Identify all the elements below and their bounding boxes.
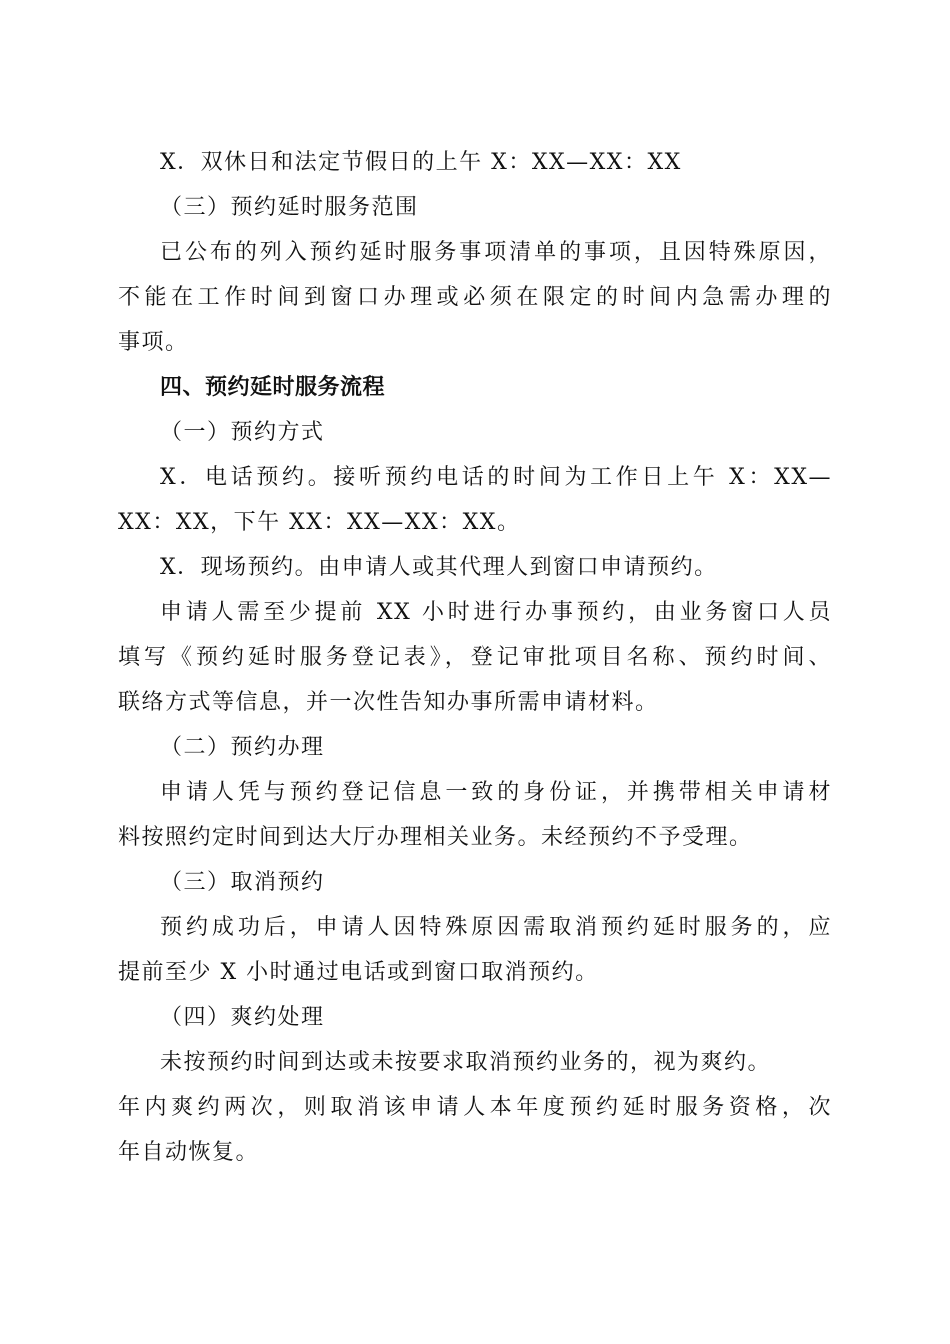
text-line: 联络方式等信息，并一次性告知办事所需申请材料。: [118, 690, 659, 715]
subheading-cancel-booking: （三）取消预约: [160, 870, 325, 895]
text-line: 事项。: [118, 330, 189, 355]
heading-service-process: 四、预约延时服务流程: [160, 375, 386, 400]
text-line: 未按预约时间到达或未按要求取消预约业务的，视为爽约。: [160, 1050, 772, 1075]
subheading-no-show-handling: （四）爽约处理: [160, 1005, 325, 1030]
text-line: 填写《预约延时服务登记表》，登记审批项目名称、预约时间、: [118, 645, 832, 670]
text-line-weekend-hours: X．双休日和法定节假日的上午 X：XX—XX：XX: [160, 150, 682, 175]
text-line: 料按照约定时间到达大厅办理相关业务。未经预约不予受理。: [118, 825, 753, 850]
text-line: X．电话预约。接听预约电话的时间为工作日上午 X：XX—: [160, 465, 832, 490]
text-line: XX：XX，下午 XX：XX—XX：XX。: [118, 510, 521, 535]
text-line: X．现场预约。由申请人或其代理人到窗口申请预约。: [160, 555, 718, 580]
text-line: 申请人需至少提前 XX 小时进行办事预约，由业务窗口人员: [160, 600, 832, 625]
text-line: 不能在工作时间到窗口办理或必须在限定的时间内急需办理的: [118, 285, 832, 310]
text-line: 年内爽约两次，则取消该申请人本年度预约延时服务资格，次: [118, 1095, 832, 1120]
text-line: 预约成功后，申请人因特殊原因需取消预约延时服务的，应: [160, 915, 832, 940]
subheading-service-scope: （三）预约延时服务范围: [160, 195, 419, 220]
text-line: 提前至少 X 小时通过电话或到窗口取消预约。: [118, 960, 599, 985]
subheading-booking-method: （一）预约方式: [160, 420, 325, 445]
text-line: 年自动恢复。: [118, 1140, 260, 1165]
subheading-booking-handling: （二）预约办理: [160, 735, 325, 760]
text-line: 已公布的列入预约延时服务事项清单的事项，且因特殊原因，: [160, 240, 832, 265]
text-line: 申请人凭与预约登记信息一致的身份证，并携带相关申请材: [160, 780, 832, 805]
